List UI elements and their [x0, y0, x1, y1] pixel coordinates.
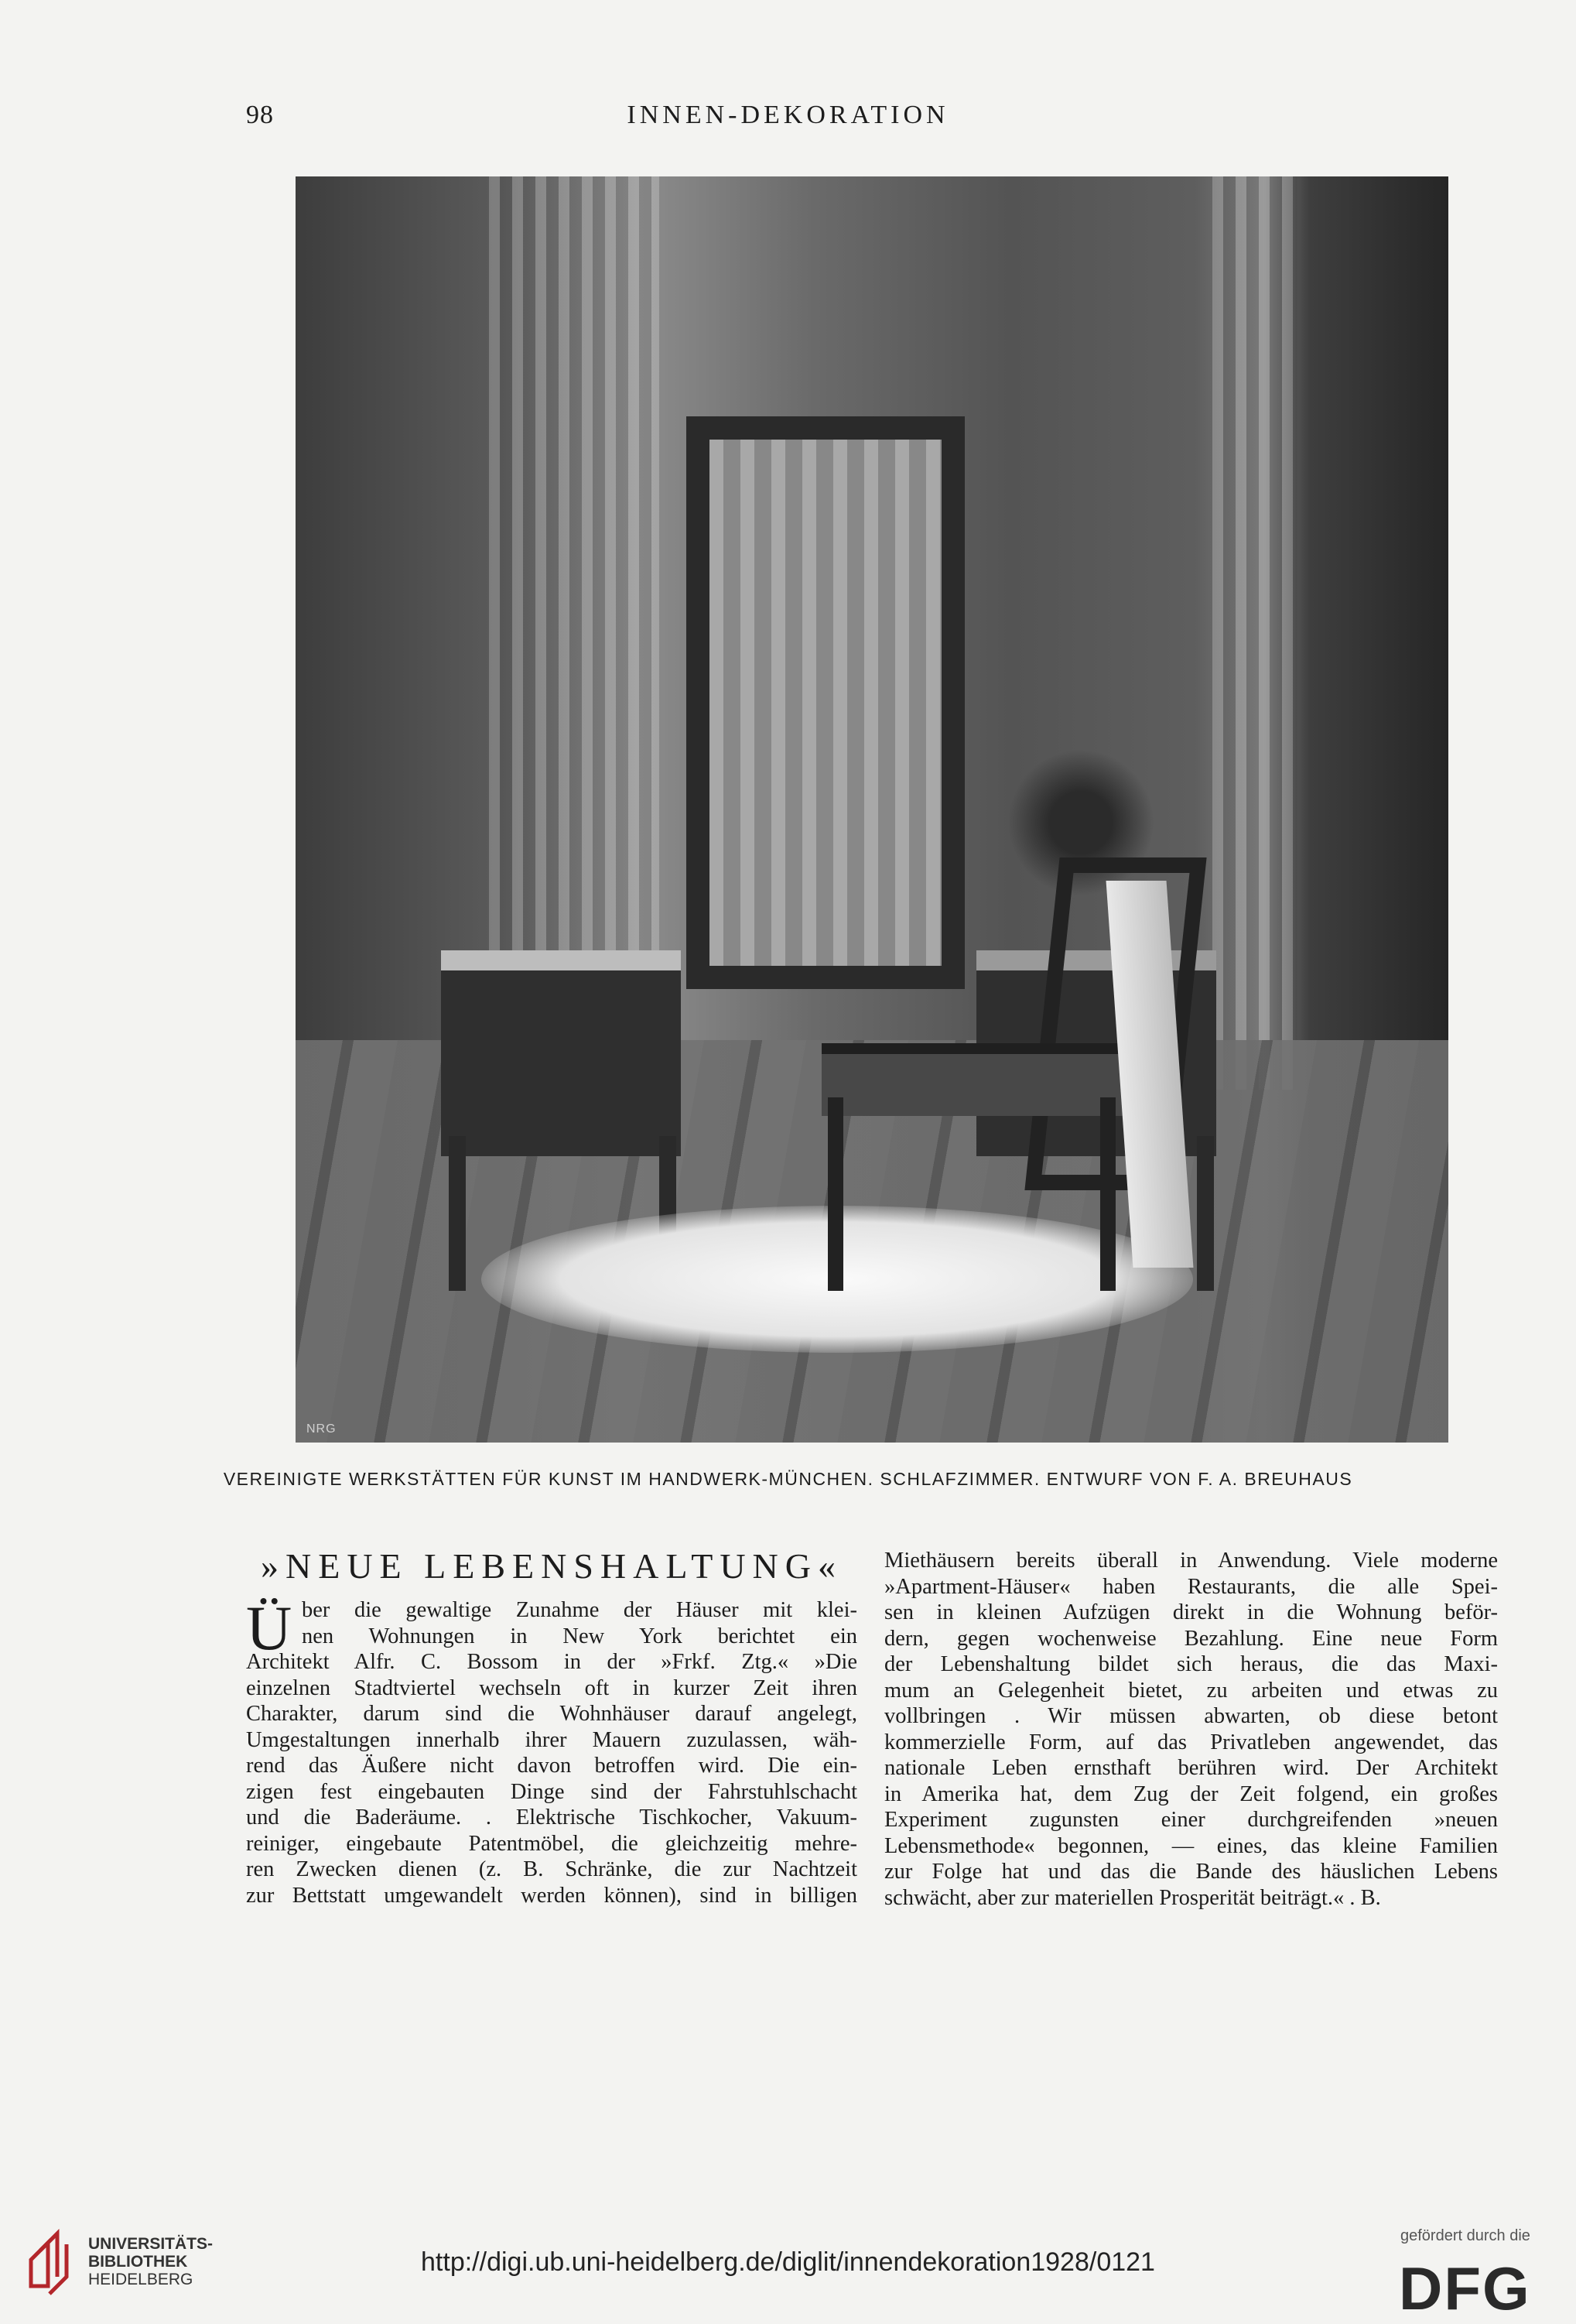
article-column-left [246, 1593, 857, 1908]
text-line: nen Wohnungen in New York berichtet ein [302, 1624, 857, 1648]
figure-caption: VEREINIGTE WERKSTÄTTEN FÜR KUNST IM HANDWERK-MÜNCHEN. SCHLAFZIMMER. ENTWURF VON F. A. BREUHAUS [223, 1469, 1353, 1489]
source-url[interactable]: http://digi.ub.uni-heidelberg.de/diglit/innendekoration1928/0121 [421, 2247, 1155, 2277]
text-line: dern, gegen wochenweise Bezahlung. Eine neue Form [884, 1626, 1498, 1651]
text-line: einzelnen Stadtviertel wechseln oft in kurzer Zeit ihren [246, 1675, 857, 1700]
text-line: in Amerika hat, dem Zug der Zeit folgend, ein großes [884, 1782, 1498, 1806]
text-line: zigen fest eingebauten Dinge sind der Fahrstuhlschacht [246, 1779, 857, 1804]
text-line: schwächt, aber zur materiellen Prosperität beiträgt.« . B. [884, 1885, 1381, 1910]
text-line: zur Bettstatt umgewandelt werden können), sind in billigen [246, 1883, 857, 1908]
article-column-right [884, 1548, 1498, 1911]
cabinet-leg [449, 1136, 466, 1291]
bedroom-photo [296, 176, 1448, 1443]
drop-cap: Ü [246, 1593, 292, 1663]
dfg-logo: DFG [1399, 2254, 1531, 2322]
cabinet-leg [1197, 1136, 1214, 1291]
text-line: der Lebenshaltung bildet sich heraus, die das Maxi- [884, 1652, 1498, 1676]
curtain-right [1212, 176, 1297, 1090]
text-line: und die Baderäume. . Elektrische Tischkocher, Vakuum- [246, 1805, 857, 1829]
left-cabinet [441, 950, 681, 1156]
text-line: Umgestaltungen innerhalb ihrer Mauern zuzulassen, wäh- [246, 1727, 857, 1752]
text-line: nationale Leben ernsthaft berühren wird. Der Architekt [884, 1756, 1498, 1780]
page-number: 98 [246, 101, 274, 129]
text-line: mum an Gelegenheit bietet, zu arbeiten und etwas zu [884, 1678, 1498, 1703]
library-line: HEIDELBERG [88, 2271, 193, 2288]
chair-leg [1100, 1097, 1116, 1291]
text-line: kommerzielle Form, auf das Privatleben angewendet, das [884, 1730, 1498, 1754]
text-line: ren Zwecken dienen (z. B. Schränke, die zur Nachtzeit [246, 1857, 857, 1881]
text-line: Architekt Alfr. C. Bossom in der »Frkf. Ztg.« »Die [246, 1650, 857, 1674]
text-line: reiniger, eingebaute Patentmöbel, die gleichzeitig mehre- [246, 1831, 857, 1856]
text-line: Lebensmethode« begonnen, — eines, das kleine Familien [884, 1833, 1498, 1858]
text-line: Charakter, darum sind die Wohnhäuser darauf angelegt, [246, 1702, 857, 1726]
text-line: zur Folge hat und das die Bande des häuslichen Lebens [884, 1860, 1498, 1884]
text-line: rend das Äußere nicht davon betroffen wird. Die ein- [246, 1754, 857, 1778]
chair-seat [822, 1043, 1123, 1116]
photo-credit: NRG [306, 1422, 337, 1436]
text-line: »Apartment-Häuser« haben Restaurants, die alle Spei- [884, 1574, 1498, 1599]
chair-leg [828, 1097, 843, 1291]
text-line: Experiment zugunsten einer durchgreifenden »neuen [884, 1808, 1498, 1832]
article-title: »NEUE LEBENSHALTUNG« [261, 1546, 843, 1586]
text-line: Miethäusern bereits überall in Anwendung. Viele moderne [884, 1549, 1498, 1573]
funding-note: gefördert durch die [1400, 2227, 1530, 2244]
running-head: INNEN-DEKORATION [627, 101, 949, 129]
library-line: BIBLIOTHEK [88, 2253, 188, 2271]
library-line: UNIVERSITÄTS- [88, 2235, 214, 2253]
text-line: vollbringen . Wir müssen abwarten, ob diese betont [884, 1704, 1498, 1728]
mirror-glass [709, 440, 942, 966]
text-line: ber die gewaltige Zunahme der Häuser mit klei- [302, 1598, 857, 1622]
text-line: sen in kleinen Aufzügen direkt in die Wohnung beför- [884, 1600, 1498, 1624]
